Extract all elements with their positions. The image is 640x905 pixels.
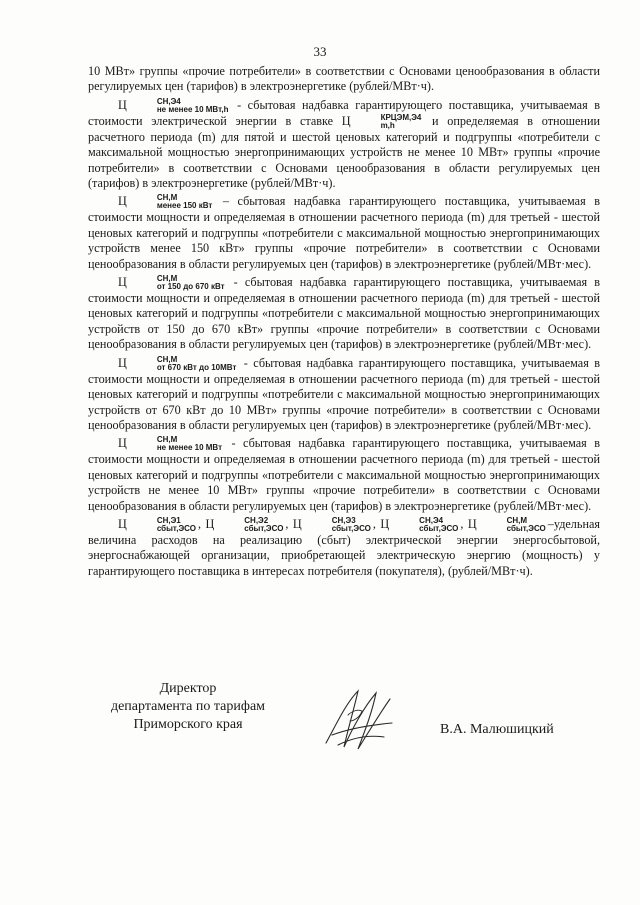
symbol-superscript: СН,М [156,274,178,284]
paragraph-continuation: 10 МВт» группы «прочие потребители» в соответствии с Основами ценообразования в области регулируемых цен (тарифов) в электроэнергетике (рублей/МВт·ч). [88,64,600,94]
symbol-subscript: менее 150 кВт [156,201,213,211]
definition-paragraph [88,275,600,353]
symbol: Ц [118,97,127,112]
page-number: 33 [313,44,327,59]
definition-text: - сбытовая надбавка гарантирующего поставщика, учитываемая в стоимости мощности и определяемая в отношении расчетного периода (m) для третьей - шестой ценовых категорий и подгруппы «потребители с максимальной мощностью энергопринимающих устройств от 670 кВт до 10 МВт» группы «прочие потребители» в соответствии с Основами ценообразования в области регулируемых цен (тарифов) в электроэнергетике (рублей/МВт·мес). [88,355,600,432]
symbol-superscript: СН,Э3 [331,515,356,525]
symbol-subscript: сбыт,ЭСО [506,523,546,533]
symbol-superscript: СН,Э4 [156,96,181,106]
definition-paragraph [88,98,600,192]
symbol-subscript: от 150 до 670 кВт [156,282,225,292]
signer-name: В.А. Малюшицкий [440,722,554,737]
document-body [88,64,600,582]
separator: , [197,516,206,531]
symbol-subscript: от 670 кВт до 10МВт [156,362,237,372]
symbol: Ц [118,516,127,531]
definition-text: и определяемая в отношении расчетного периода (m) для пятой и шестой ценовых категорий и подгруппы «потребители с максимальной мощностью энергопринимающих устройств не менее 10 МВт» группы «прочие потребители» в соответствии с Основами ценообразования в области регулируемых цен (тарифов) в электроэнергетике (рублей/МВт·ч). [88,113,600,191]
symbol-superscript: СН,М [506,515,528,525]
symbol: Ц [118,275,127,290]
definition-paragraph [88,517,600,579]
handwritten-signature [318,685,398,755]
symbol: Ц [118,355,127,370]
symbol-superscript: СН,Э4 [419,515,444,525]
symbol-superscript: СН,Э1 [156,515,181,525]
symbol: Ц [341,113,351,128]
definition-text: –удельная величина расходов на реализацию (сбыт) электрической энергии энергосбытовой, энергоснабжающей организации, приобретающей электрическую энергию (мощность) у гарантирующего поставщика в интересах потребителя (покупателя), (рублей/МВт·ч). [88,516,600,578]
symbol: Ц [292,516,302,531]
symbol-subscript: сбыт,ЭСО [244,523,284,533]
symbol: Ц [380,516,390,531]
definition-text: - сбытовая надбавка гарантирующего поставщика, учитываемая в стоимости мощности и определяемая в отношении расчетного периода (m) для третьей - шестой ценовых категорий и подгруппы «потребители с максимальной мощностью энергопринимающих устройств не менее 10 МВт» группы «прочие потребители» в соответствии с Основами ценообразования в области регулируемых цен (тарифов) в электроэнергетике (рублей/МВт·мес). [88,436,600,513]
definition-text: – сбытовая надбавка гарантирующего поставщика, учитываемая в стоимости мощности и определяемая в отношении расчетного периода (m) для третьей - шестой ценовых категорий и подгруппы «потребители с максимальной мощностью энергопринимающих устройств менее 150 кВт» группы «прочие потребители» в соответствии с Основами ценообразования в области регулируемых цен (тарифов) в электроэнергетике (рублей/МВт·мес). [88,194,600,271]
symbol-superscript: СН,М [156,354,178,364]
signer-title [88,680,288,734]
definition-text: - сбытовая надбавка гарантирующего поставщика, учитываемая в стоимости электрической энергии в ставке [88,97,600,128]
symbol-subscript: сбыт,ЭСО [419,523,459,533]
separator: , [285,516,293,531]
symbol-subscript: не менее 10 МВт [156,443,223,453]
definition-paragraph [88,356,600,434]
symbol-superscript: СН,М [156,435,178,445]
symbol-superscript: КРЦЭМ,Э4 [380,112,422,122]
signer-title-line: Директор [159,681,217,696]
symbol-superscript: СН,Э2 [244,515,269,525]
signer-title-line: Приморского края [133,717,243,732]
symbol-subscript: сбыт,ЭСО [156,523,196,533]
symbol: Ц [467,516,477,531]
symbol-subscript: сбыт,ЭСО [331,523,371,533]
definition-text: - сбытовая надбавка гарантирующего поставщика, учитываемая в стоимости мощности и определяемая в отношении расчетного периода (m) для третьей - шестой ценовых категорий и подгруппы «потребители с максимальной мощностью энергопринимающих устройств от 150 до 670 кВт» группы «прочие потребители» в соответствии с Основами ценообразования в области регулируемых цен (тарифов) в электроэнергетике (рублей/МВт·мес). [88,275,600,352]
symbol-subscript: m,h [380,120,395,130]
symbol: Ц [205,516,215,531]
separator: , [460,516,468,531]
symbol-subscript: не менее 10 МВт,h [156,104,229,114]
definition-paragraph [88,194,600,272]
separator: , [372,516,381,531]
symbol: Ц [118,194,127,209]
signer-title-line: департамента по тарифам [110,699,266,714]
definition-paragraph [88,436,600,514]
symbol: Ц [118,436,127,451]
symbol-superscript: СН,М [156,193,178,203]
